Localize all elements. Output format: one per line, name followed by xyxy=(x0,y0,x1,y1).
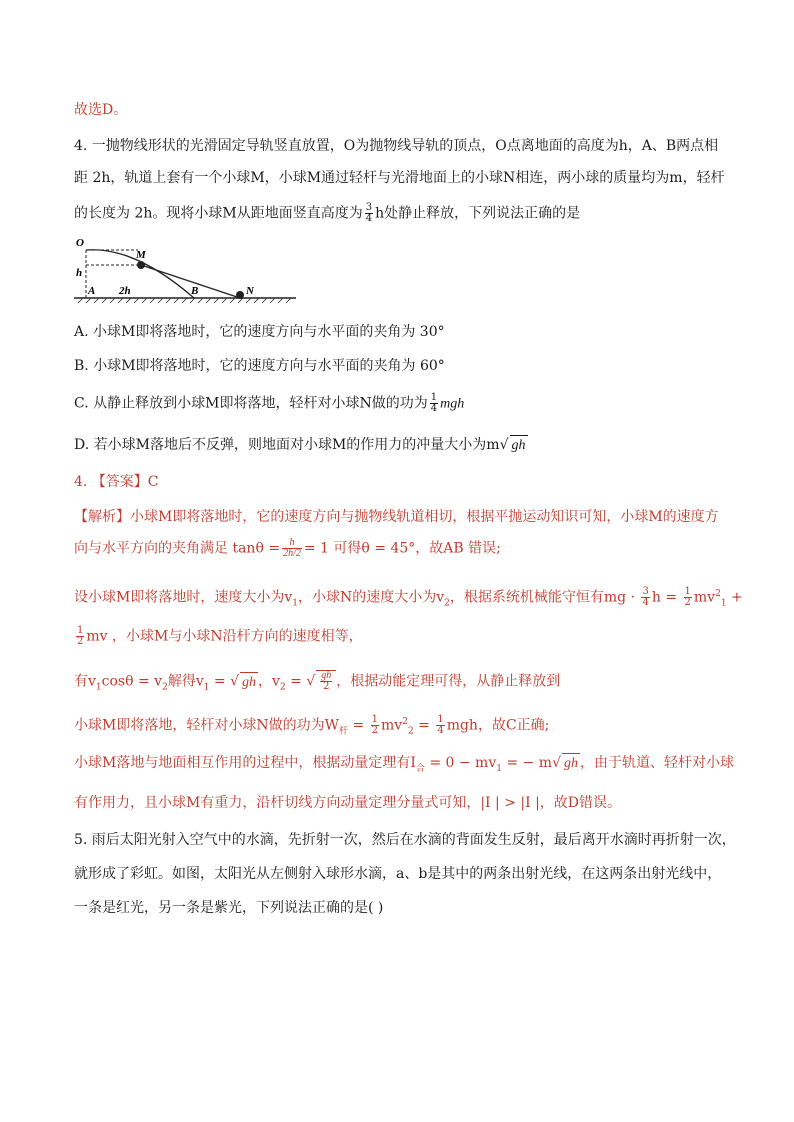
label-n: N xyxy=(246,285,254,297)
q4-line3-a: 的长度为 2h。现将小球M从距地面竖直高度为 xyxy=(74,205,363,222)
q4-line1: 4. 一抛物线形状的光滑固定导轨竖直放置，O为抛物线导轨的顶点，O点离地面的高度为h，A、B两点相 xyxy=(74,138,719,154)
explanation-line5: 有$v_1\cos\theta = v_2$解得$v_1$ = √ gh ，$v_2$ = √ $\frac{gh}{2}$ ，根据动能定理可得，从静止释放到 xyxy=(74,670,561,693)
explanation-line4: $\frac{1}{2}$ mv ，小球M与小球N沿杆方向的速度相等， xyxy=(77,625,363,647)
fraction-1-4: $\frac{1}{4}$ xyxy=(430,392,438,414)
prev-answer: 故选D。 xyxy=(74,102,128,118)
answer-label: 4. 【答案】C xyxy=(74,474,159,490)
label-m: M xyxy=(136,249,146,261)
label-o: O xyxy=(76,237,84,249)
explanation-line7: 小球M落地与地面相互作用的过程中，根据动量定理有$I_合 = 0 - mv_1$ = − m√ gh ，由于轨道、轻杆对小球 xyxy=(74,755,734,774)
label-a: A xyxy=(88,285,96,297)
q5-line1: 5. 雨后太阳光射入空气中的水滴，先折射一次，然后在水滴的背面发生反射，最后离开水滴时再折射一次， xyxy=(74,832,736,848)
fraction-3-4: $\frac{3}{4}$ xyxy=(365,202,373,224)
option-d: D. 若小球M落地后不反弹，则地面对小球M的作用力的冲量大小为m√ gh xyxy=(74,435,734,456)
q4-line2: 距 2h，轨道上套有一个小球M，小球M通过轻杆与光滑地面上的小球N相连，两小球的质量均为m，轻杆 xyxy=(74,170,725,186)
label-h: h xyxy=(76,267,83,279)
option-c: C. 从静止释放到小球M即将落地，轻杆对小球N做的功为 $\frac{1}{4}$ mgh xyxy=(74,392,465,414)
explanation-line3: 设小球M即将落地时，速度大小为$v_1$，小球N的速度大小为$v_2$，根据系统机械能守恒有mg · $\frac{3}{4}$ h = $\frac{1}{2}$ $mv^2_1$ + xyxy=(74,586,743,609)
explanation-line6: 小球M即将落地，轻杆对小球N做的功为$W_杆$ = $\frac{1}{2}$ $mv^2_2$ = $\frac{1}{4}$ mgh，故C正确; xyxy=(74,714,550,737)
explanation-line8: 有作用力，且小球M有重力，沿杆切线方向动量定理分量式可知，|I | > |I |，故D错误。 xyxy=(74,795,622,811)
explanation-line1: 【解析】小球M即将落地时，它的速度方向与抛物线轨道相切，根据平抛运动知识可知，小球M的速度方 xyxy=(74,509,719,525)
q5-line3: 一条是红光，另一条是紫光，下列说法正确的是( ) xyxy=(74,900,384,916)
parabola-track-figure xyxy=(74,232,304,312)
label-b: B xyxy=(191,285,199,297)
ball-m xyxy=(137,261,145,269)
option-b: B. 小球M即将落地时，它的速度方向与水平面的夹角为 60° xyxy=(74,358,445,374)
label-2h: 2h xyxy=(119,285,131,297)
option-a: A. 小球M即将落地时，它的速度方向与水平面的夹角为 30° xyxy=(74,324,445,340)
q4-line3-b: h处静止释放，下列说法正确的是 xyxy=(375,205,581,222)
fraction-tan: $\frac{h}{2h/2}$ xyxy=(283,537,301,559)
q4-line3 xyxy=(74,203,734,224)
ball-n xyxy=(236,291,244,299)
q5-line2: 就形成了彩虹。如图，太阳光从左侧射入球形水滴，a、b是其中的两条出射光线，在这两条出射光线中， xyxy=(74,866,722,882)
explanation-line2: 向与水平方向的夹角满足 tanθ = $\frac{h}{2h/2}$ = 1 可得θ = 45°，故AB 错误; xyxy=(74,537,501,559)
